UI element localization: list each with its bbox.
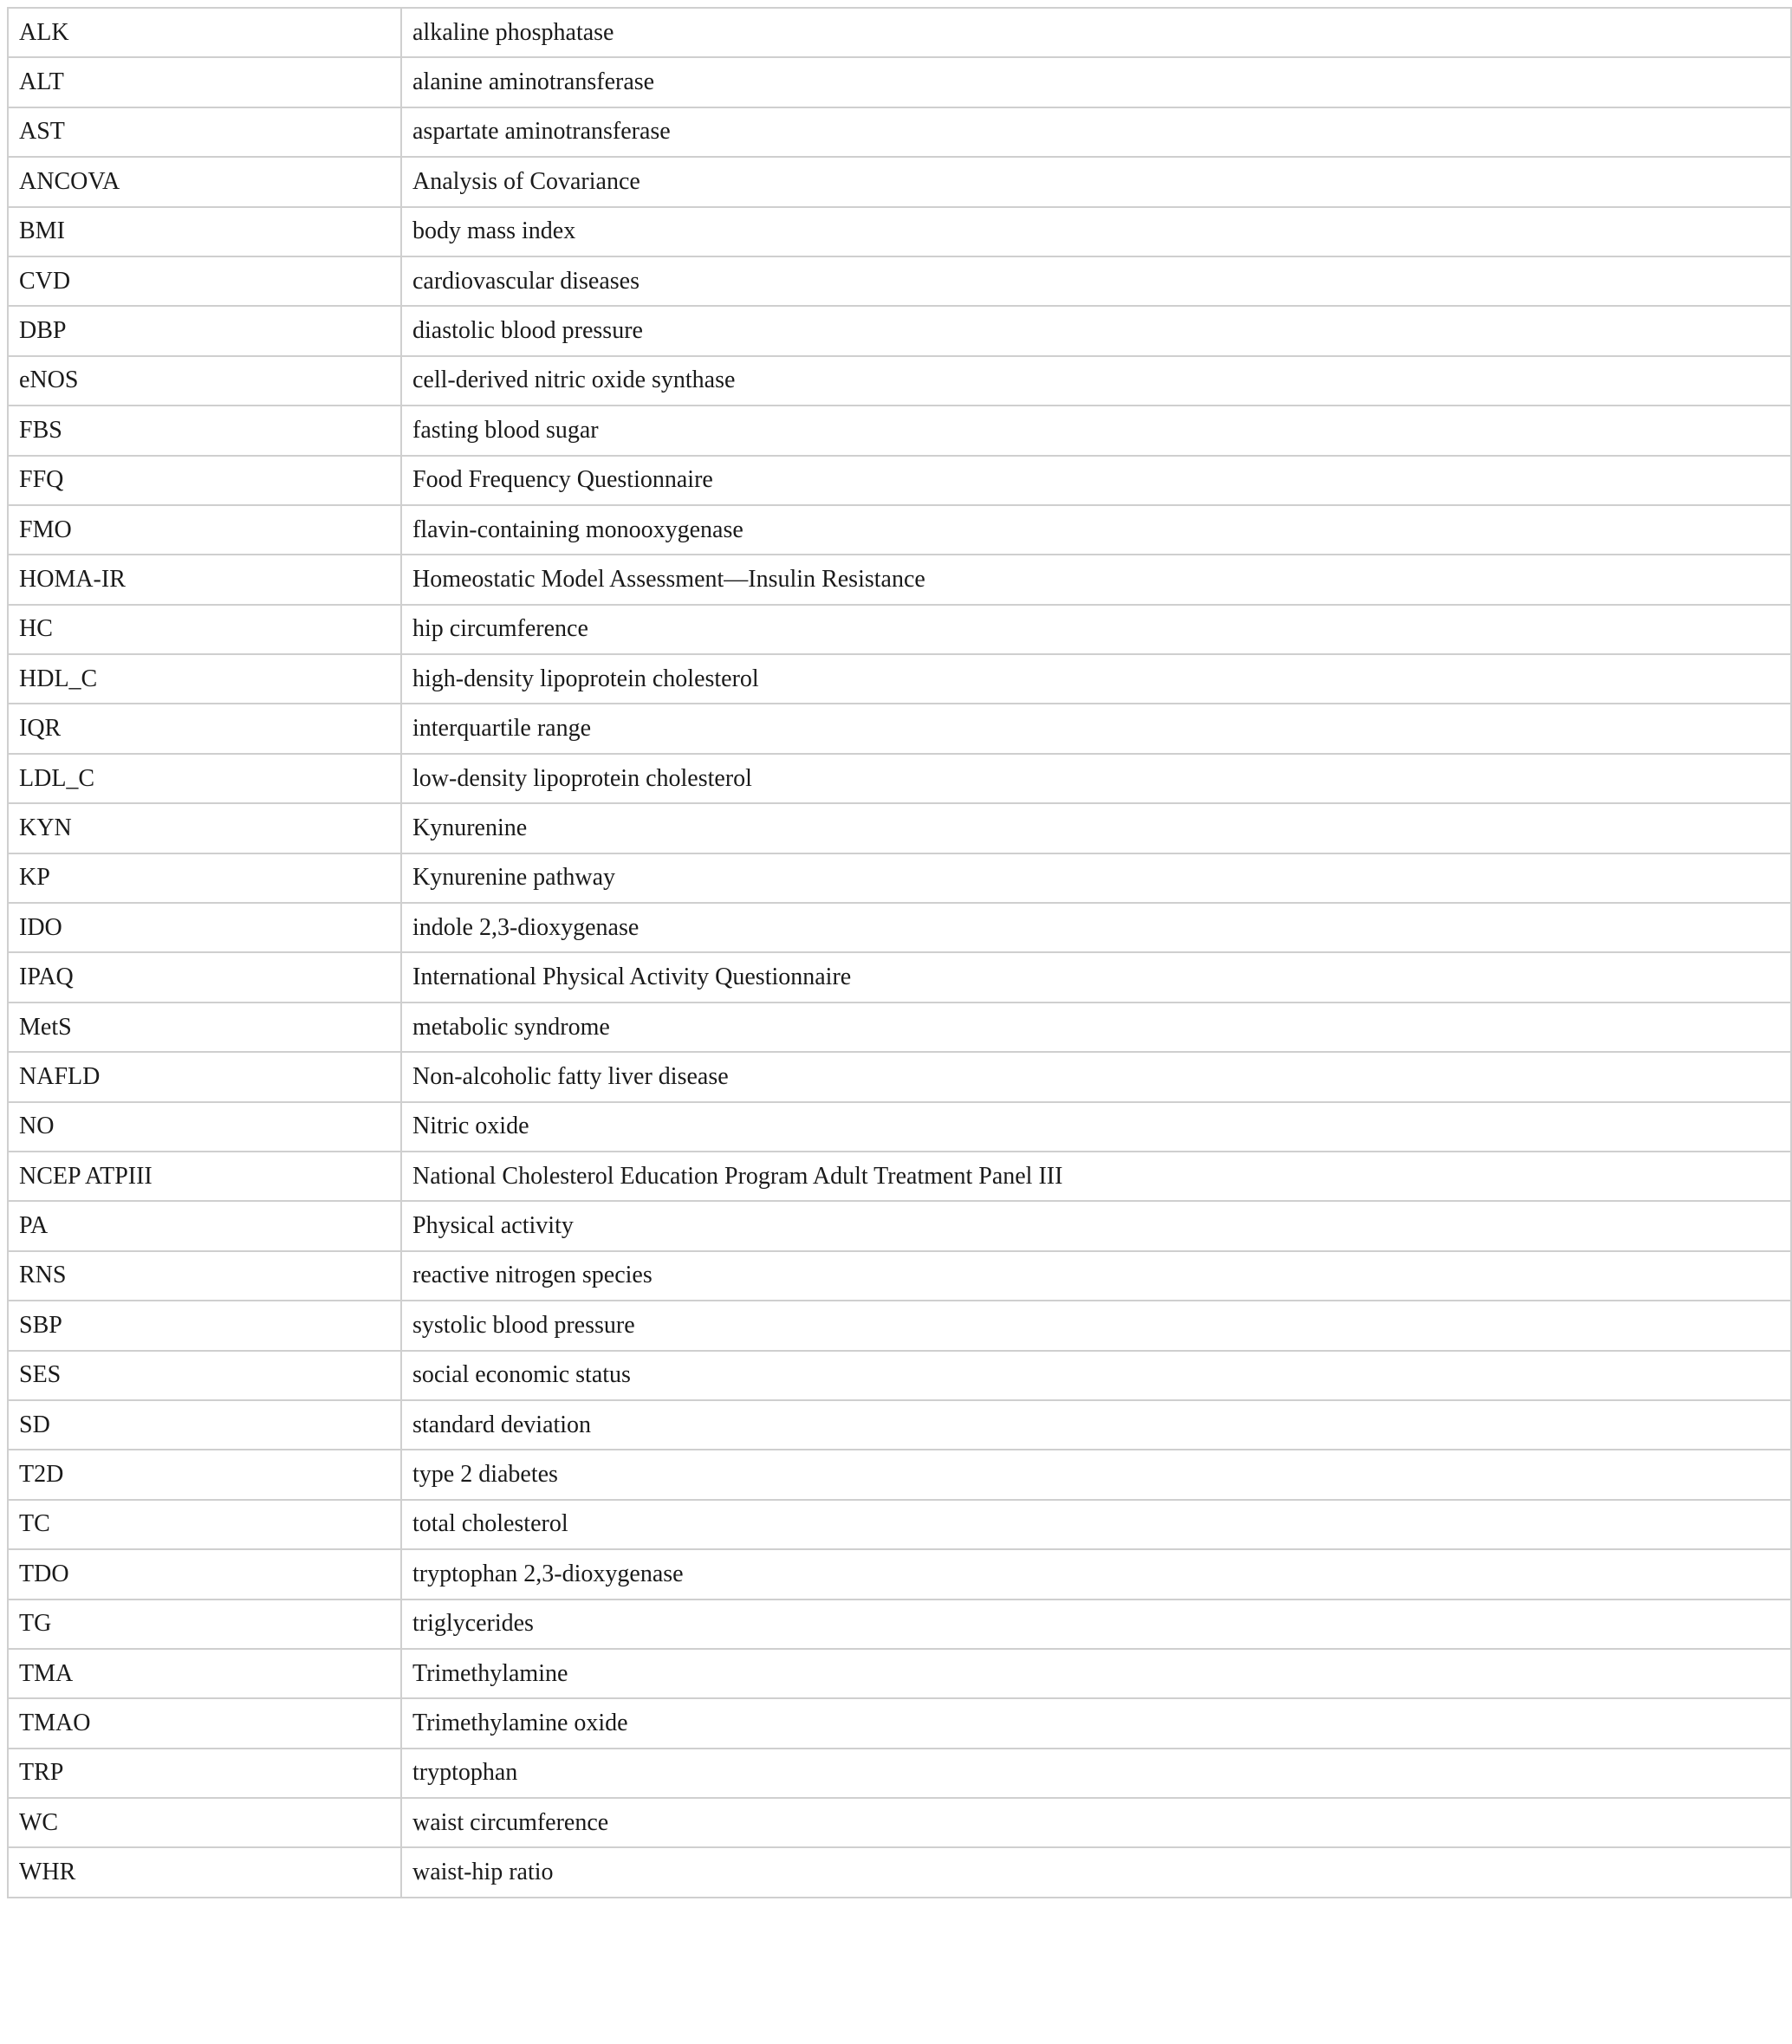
- abbreviation-cell: HC: [8, 605, 401, 654]
- abbreviations-table: [7, 7, 1792, 1898]
- abbreviation-cell: FMO: [8, 505, 401, 555]
- abbreviation-cell: ALK: [8, 8, 401, 57]
- table-row: [8, 605, 1791, 654]
- table-row: [8, 207, 1791, 256]
- definition-cell: reactive nitrogen species: [401, 1251, 1791, 1301]
- table-row: [8, 107, 1791, 157]
- definition-cell: Nitric oxide: [401, 1102, 1791, 1152]
- table-row: [8, 803, 1791, 853]
- abbreviation-cell: SD: [8, 1400, 401, 1450]
- abbreviation-cell: IDO: [8, 903, 401, 952]
- abbreviation-cell: WHR: [8, 1847, 401, 1897]
- abbreviation-cell: TRP: [8, 1749, 401, 1798]
- definition-cell: flavin-containing monooxygenase: [401, 505, 1791, 555]
- table-row: [8, 952, 1791, 1002]
- definition-cell: aspartate aminotransferase: [401, 107, 1791, 157]
- table-row: [8, 1301, 1791, 1350]
- definition-cell: metabolic syndrome: [401, 1003, 1791, 1052]
- table-row: [8, 8, 1791, 57]
- table-row: [8, 1102, 1791, 1152]
- abbreviation-cell: NCEP ATPIII: [8, 1152, 401, 1201]
- definition-cell: Non-alcoholic fatty liver disease: [401, 1052, 1791, 1101]
- definition-cell: alanine aminotransferase: [401, 57, 1791, 107]
- table-row: [8, 1251, 1791, 1301]
- definition-cell: social economic status: [401, 1351, 1791, 1400]
- abbreviation-cell: T2D: [8, 1450, 401, 1499]
- table-row: [8, 555, 1791, 604]
- definition-cell: body mass index: [401, 207, 1791, 256]
- table-row: [8, 903, 1791, 952]
- definition-cell: diastolic blood pressure: [401, 306, 1791, 355]
- table-row: [8, 1549, 1791, 1599]
- table-row: [8, 1052, 1791, 1101]
- definition-cell: interquartile range: [401, 704, 1791, 753]
- abbreviation-cell: PA: [8, 1201, 401, 1250]
- definition-cell: Analysis of Covariance: [401, 157, 1791, 206]
- table-row: [8, 654, 1791, 704]
- table-row: [8, 853, 1791, 903]
- definition-cell: alkaline phosphatase: [401, 8, 1791, 57]
- definition-cell: standard deviation: [401, 1400, 1791, 1450]
- table-row: [8, 1649, 1791, 1698]
- definition-cell: cell-derived nitric oxide synthase: [401, 356, 1791, 406]
- abbreviation-cell: TG: [8, 1600, 401, 1649]
- definition-cell: tryptophan: [401, 1749, 1791, 1798]
- abbreviation-cell: CVD: [8, 256, 401, 306]
- table-row: [8, 1698, 1791, 1748]
- table-row: [8, 1600, 1791, 1649]
- definition-cell: hip circumference: [401, 605, 1791, 654]
- definition-cell: National Cholesterol Education Program Adult Treatment Panel III: [401, 1152, 1791, 1201]
- table-row: [8, 1847, 1791, 1897]
- definition-cell: low-density lipoprotein cholesterol: [401, 754, 1791, 803]
- table-row: [8, 306, 1791, 355]
- definition-cell: Homeostatic Model Assessment—Insulin Resistance: [401, 555, 1791, 604]
- table-row: [8, 356, 1791, 406]
- definition-cell: high-density lipoprotein cholesterol: [401, 654, 1791, 704]
- table-row: [8, 754, 1791, 803]
- table-row: [8, 704, 1791, 753]
- definition-cell: type 2 diabetes: [401, 1450, 1791, 1499]
- abbreviation-cell: BMI: [8, 207, 401, 256]
- table-row: [8, 1201, 1791, 1250]
- table-row: [8, 456, 1791, 505]
- definition-cell: cardiovascular diseases: [401, 256, 1791, 306]
- abbreviation-cell: WC: [8, 1798, 401, 1847]
- abbreviation-cell: NAFLD: [8, 1052, 401, 1101]
- abbreviation-cell: TC: [8, 1500, 401, 1549]
- abbreviation-cell: MetS: [8, 1003, 401, 1052]
- abbreviation-cell: KP: [8, 853, 401, 903]
- abbreviation-cell: LDL_C: [8, 754, 401, 803]
- abbreviation-cell: KYN: [8, 803, 401, 853]
- abbreviation-cell: TMAO: [8, 1698, 401, 1748]
- table-row: [8, 1500, 1791, 1549]
- definition-cell: Kynurenine pathway: [401, 853, 1791, 903]
- abbreviation-cell: RNS: [8, 1251, 401, 1301]
- abbreviation-cell: ANCOVA: [8, 157, 401, 206]
- abbreviation-cell: FFQ: [8, 456, 401, 505]
- abbreviation-cell: HDL_C: [8, 654, 401, 704]
- table-row: [8, 57, 1791, 107]
- table-row: [8, 157, 1791, 206]
- definition-cell: systolic blood pressure: [401, 1301, 1791, 1350]
- abbreviation-cell: FBS: [8, 406, 401, 455]
- table-row: [8, 1351, 1791, 1400]
- definition-cell: International Physical Activity Questionnaire: [401, 952, 1791, 1002]
- definition-cell: Trimethylamine: [401, 1649, 1791, 1698]
- abbreviation-cell: TDO: [8, 1549, 401, 1599]
- table-row: [8, 1798, 1791, 1847]
- abbreviation-cell: DBP: [8, 306, 401, 355]
- abbreviation-cell: IPAQ: [8, 952, 401, 1002]
- definition-cell: Physical activity: [401, 1201, 1791, 1250]
- definition-cell: waist circumference: [401, 1798, 1791, 1847]
- table-row: [8, 1749, 1791, 1798]
- table-row: [8, 1450, 1791, 1499]
- table-row: [8, 1003, 1791, 1052]
- table-row: [8, 406, 1791, 455]
- definition-cell: Food Frequency Questionnaire: [401, 456, 1791, 505]
- definition-cell: tryptophan 2,3-dioxygenase: [401, 1549, 1791, 1599]
- table-row: [8, 256, 1791, 306]
- abbreviation-cell: SBP: [8, 1301, 401, 1350]
- table-row: [8, 505, 1791, 555]
- table-row: [8, 1152, 1791, 1201]
- definition-cell: Trimethylamine oxide: [401, 1698, 1791, 1748]
- abbreviation-cell: NO: [8, 1102, 401, 1152]
- abbreviation-cell: eNOS: [8, 356, 401, 406]
- definition-cell: Kynurenine: [401, 803, 1791, 853]
- abbreviation-cell: ALT: [8, 57, 401, 107]
- table-row: [8, 1400, 1791, 1450]
- definition-cell: fasting blood sugar: [401, 406, 1791, 455]
- abbreviation-cell: IQR: [8, 704, 401, 753]
- definition-cell: total cholesterol: [401, 1500, 1791, 1549]
- abbreviation-cell: AST: [8, 107, 401, 157]
- abbreviation-cell: SES: [8, 1351, 401, 1400]
- definition-cell: indole 2,3-dioxygenase: [401, 903, 1791, 952]
- abbreviations-table-body: [8, 8, 1791, 1898]
- abbreviation-cell: TMA: [8, 1649, 401, 1698]
- abbreviation-cell: HOMA-IR: [8, 555, 401, 604]
- definition-cell: triglycerides: [401, 1600, 1791, 1649]
- definition-cell: waist-hip ratio: [401, 1847, 1791, 1897]
